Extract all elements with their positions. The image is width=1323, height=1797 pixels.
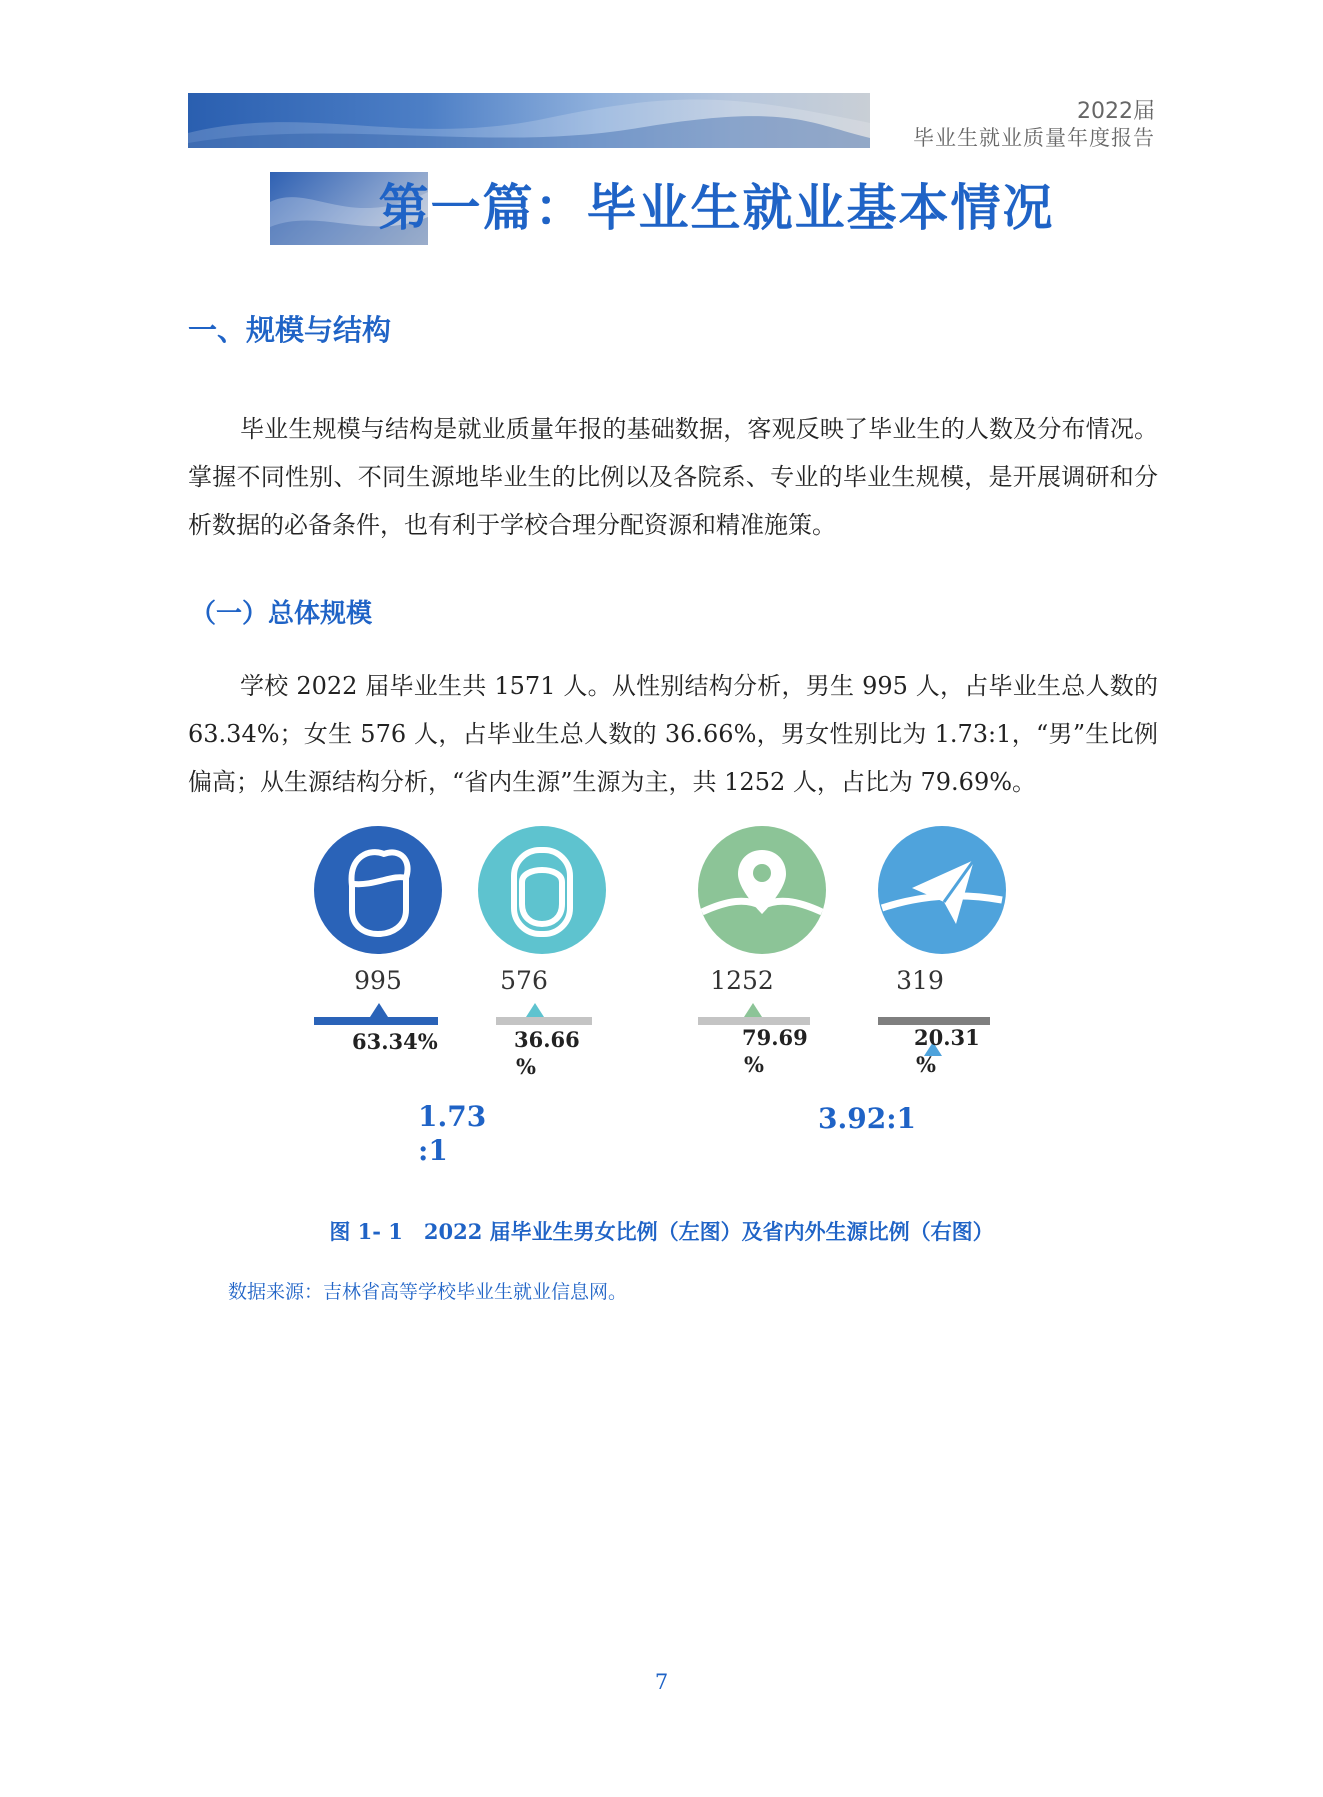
paper-plane-icon [878, 826, 1006, 954]
male-percent: 63.34% [352, 1029, 438, 1054]
male-circle [314, 826, 442, 954]
gender-ratio-value: 1.73 [418, 1100, 487, 1133]
subsection-paragraph: 学校 2022 届毕业生共 1571 人。从性别结构分析，男生 995 人，占毕业生总人数的 63.34%；女生 576 人，占毕业生总人数的 36.66%，男女性别比为 1.73:1，“男”生比例偏高；从生源结构分析，“省内生源”生源为主，共 1252 人，占比为 79.69%。 [188, 672, 1158, 796]
male-marker [370, 1003, 388, 1017]
chapter-title: 第一篇：毕业生就业基本情况 [378, 179, 1055, 237]
section-heading: 一、规模与结构 [188, 313, 392, 347]
out-province-percent-value: 20.31 [914, 1025, 980, 1050]
male-count: 995 [354, 966, 402, 995]
out-province-circle [878, 826, 1006, 954]
out-province-percent-sign: % [916, 1052, 936, 1077]
female-percent-value: 36.66 [514, 1027, 580, 1052]
female-percent-sign: % [516, 1054, 536, 1079]
location-pin-icon [698, 826, 826, 954]
origin-ratio: 3.92:1 [818, 1102, 917, 1135]
female-count: 576 [500, 966, 548, 995]
male-bar [314, 1017, 438, 1025]
wave-decoration-icon [188, 93, 870, 148]
in-province-marker [744, 1003, 762, 1017]
header-year: 2022届 [1077, 99, 1155, 124]
gender-ratio-suffix: :1 [418, 1134, 448, 1167]
in-province-percent-sign: % [744, 1052, 764, 1077]
female-bar [496, 1017, 592, 1025]
female-marker [526, 1003, 544, 1017]
in-province-circle [698, 826, 826, 954]
out-province-count: 319 [896, 966, 944, 995]
figure-caption: 图 1- 1 2022 届毕业生男女比例（左图）及省内外生源比例（右图） [329, 1219, 994, 1244]
female-circle [478, 826, 606, 954]
subsection-heading: （一）总体规模 [190, 599, 373, 629]
header-banner [188, 93, 870, 148]
page-number: 7 [654, 1670, 669, 1694]
in-province-count: 1252 [710, 966, 774, 995]
data-source: 数据来源：吉林省高等学校毕业生就业信息网。 [228, 1281, 628, 1303]
male-face-icon [314, 826, 442, 954]
in-province-percent-value: 79.69 [742, 1025, 808, 1050]
female-face-icon [478, 826, 606, 954]
header-subtitle: 毕业生就业质量年度报告 [913, 126, 1155, 150]
section-paragraph: 毕业生规模与结构是就业质量年报的基础数据，客观反映了毕业生的人数及分布情况。掌握不同性别、不同生源地毕业生的比例以及各院系、专业的毕业生规模，是开展调研和分析数据的必备条件，也有利于学校合理分配资源和精准施策。 [188, 415, 1158, 539]
